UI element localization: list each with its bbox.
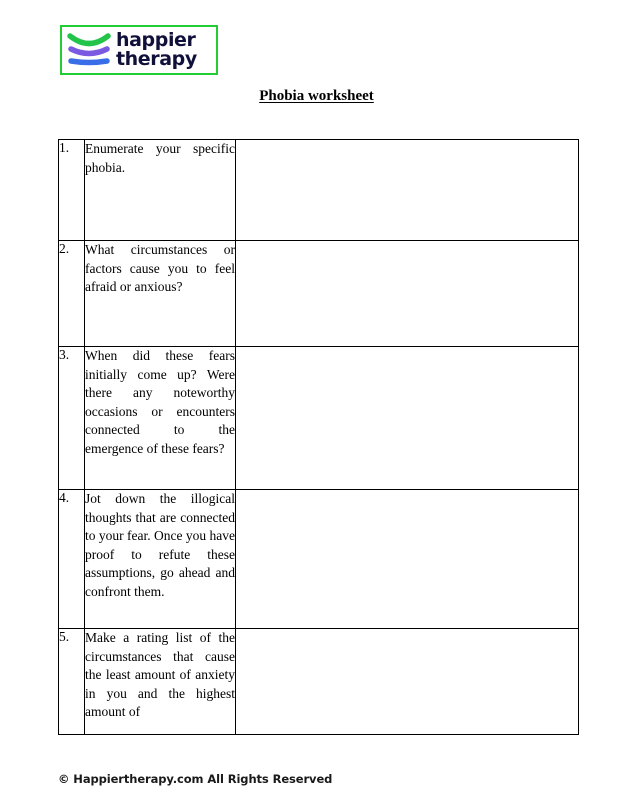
- logo-wordmark: [116, 31, 197, 69]
- table-row: [59, 241, 579, 347]
- page-title-text: Phobia worksheet: [259, 88, 374, 104]
- brand-logo: [60, 25, 218, 75]
- row-number: 4.: [59, 490, 85, 629]
- arc-blue-icon: [71, 61, 107, 63]
- row-answer-field[interactable]: [236, 241, 579, 347]
- row-answer-field[interactable]: [236, 490, 579, 629]
- table-row: [59, 347, 579, 490]
- row-number: 1.: [59, 140, 85, 241]
- worksheet-table: [58, 139, 579, 735]
- row-answer-field[interactable]: [236, 347, 579, 490]
- page-title: [0, 88, 633, 105]
- row-question: Enumerate your specific phobia.: [85, 140, 236, 241]
- row-question: Jot down the illogical thoughts that are connected to your fear. Once you have proof to refute these assumptions, go ahead and confront them.: [85, 490, 236, 629]
- arc-purple-icon: [71, 49, 107, 54]
- row-answer-field[interactable]: [236, 140, 579, 241]
- table-row: [59, 140, 579, 241]
- arc-green-icon: [70, 36, 108, 44]
- logo-wordmark-line2: therapy: [116, 48, 197, 70]
- row-number: 2.: [59, 241, 85, 347]
- row-number: 5.: [59, 629, 85, 735]
- row-question: Make a rating list of the circumstances that cause the least amount of anxiety in you and the highest amount of: [85, 629, 236, 735]
- row-question: When did these fears initially come up? Were there any noteworthy occasions or encounters connected to the emergence of these fears?: [85, 347, 236, 490]
- logo-wordmark-line1: happier: [116, 29, 196, 51]
- row-question: What circumstances or factors cause you to feel afraid or anxious?: [85, 241, 236, 347]
- table-row: [59, 629, 579, 735]
- row-answer-field[interactable]: [236, 629, 579, 735]
- footer-copyright: © Happiertherapy.com All Rights Reserved: [58, 772, 333, 786]
- row-number: 3.: [59, 347, 85, 490]
- table-row: [59, 490, 579, 629]
- logo-arcs-mark: [66, 29, 112, 71]
